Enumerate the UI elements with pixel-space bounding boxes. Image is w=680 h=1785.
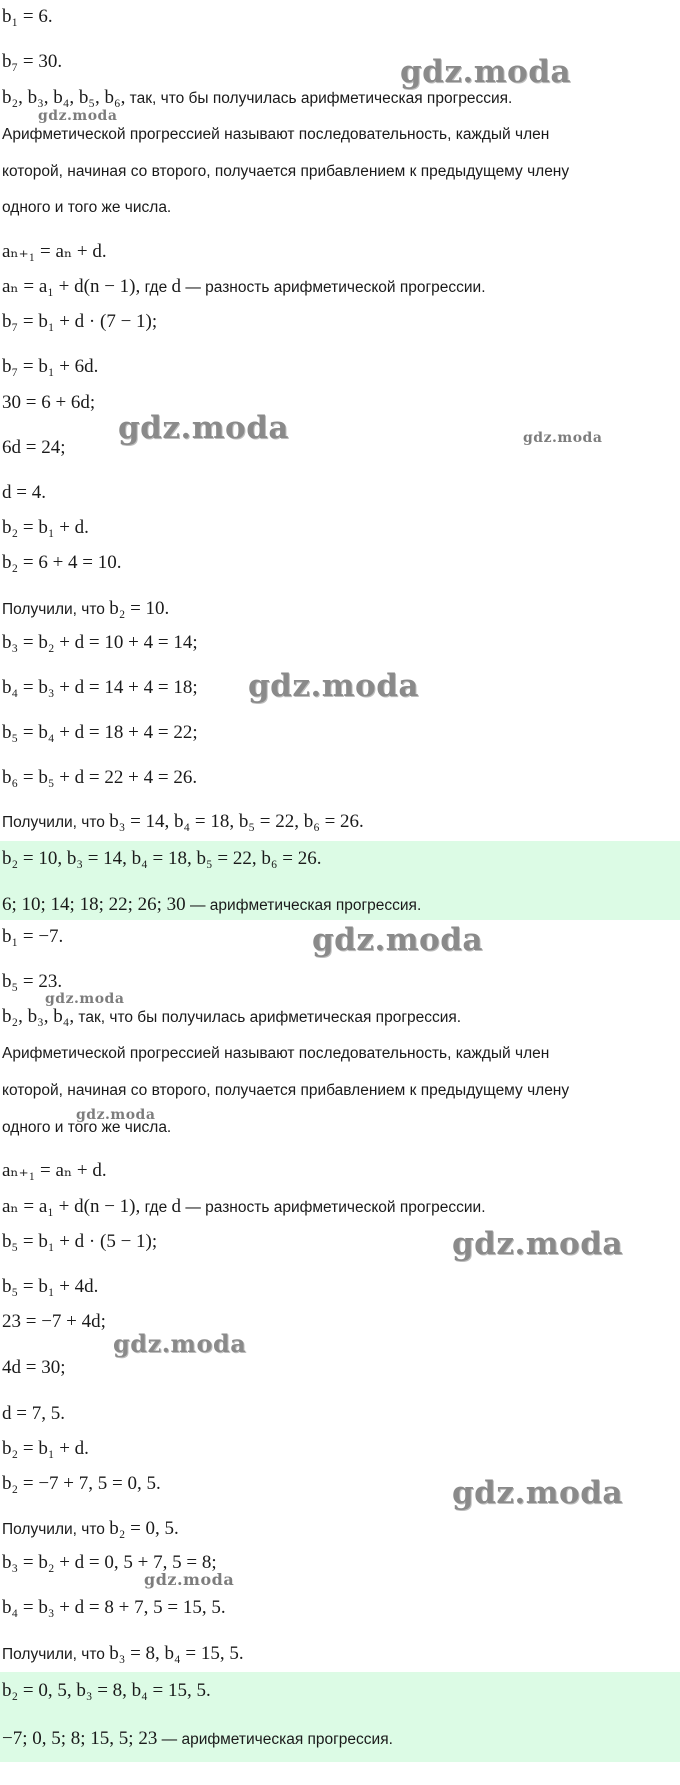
result-text: Получили, что <box>2 1646 110 1663</box>
answer-values: b₂ = 10, b₃ = 14, b₄ = 18, b₅ = 22, b₆ = 26. <box>2 848 322 869</box>
answer-sequence <box>0 1728 680 1751</box>
watermark-logo: gdz.moda <box>400 54 571 90</box>
formula: aₙ = a₁ + d(n − 1), <box>2 1196 141 1217</box>
result-line <box>0 598 680 621</box>
equation: 30 = 6 + 6d; <box>2 392 96 413</box>
watermark-logo: gdz.moda <box>144 1570 235 1589</box>
answer-sequence <box>0 894 680 917</box>
formula-d: d <box>171 1196 182 1217</box>
equation: b₄ = b₃ + d = 14 + 4 = 18; <box>2 677 198 698</box>
equation: b₂ = −7 + 7, 5 = 0, 5. <box>2 1473 161 1494</box>
task-statement <box>0 87 680 110</box>
equation: d = 4. <box>2 482 46 503</box>
equation: b₄ = b₃ + d = 8 + 7, 5 = 15, 5. <box>2 1597 226 1618</box>
equation: b₂ = b₁ + d. <box>2 517 89 538</box>
result-text: Получили, что <box>2 1521 110 1538</box>
formula: aₙ = a₁ + d(n − 1), <box>2 276 141 297</box>
watermark-logo: gdz.moda <box>118 410 289 446</box>
task-text: так, что бы получилась арифметическая прогрессия. <box>74 1009 462 1026</box>
result-line <box>0 811 680 834</box>
equation: b₃ = b₂ + d = 10 + 4 = 14; <box>2 632 198 653</box>
equation: b₅ = b₁ + 4d. <box>2 1276 99 1297</box>
formula-text: — разность арифметической прогрессии. <box>181 279 486 296</box>
given-b1: b₁ = 6. <box>2 6 53 27</box>
formula-text: где <box>140 1199 172 1216</box>
general-term-formula <box>0 276 680 299</box>
watermark-logo: gdz.moda <box>113 1329 247 1358</box>
definition-line-1: Арифметической прогрессией называют последовательность, каждый член <box>2 126 550 143</box>
watermark-logo: gdz.moda <box>452 1475 623 1511</box>
definition-line-3: одного и того же числа. <box>2 1119 172 1136</box>
watermark-logo: gdz.moda <box>312 922 483 958</box>
equation: b₂ = b₁ + d. <box>2 1438 89 1459</box>
result-line <box>0 1643 680 1666</box>
definition-line-2: которой, начиная со второго, получается прибавлением к предыдущему члену <box>2 1082 570 1099</box>
answer-sequence-text: — арифметическая прогрессия. <box>157 1731 393 1748</box>
result-math: b₃ = 8, b₄ = 15, 5. <box>109 1643 244 1664</box>
result-text: Получили, что <box>2 601 110 618</box>
formula-text: — разность арифметической прогрессии. <box>181 1199 486 1216</box>
watermark-logo: gdz.moda <box>452 1226 623 1262</box>
equation: b₆ = b₅ + d = 22 + 4 = 26. <box>2 767 198 788</box>
equation: b₂ = 6 + 4 = 10. <box>2 552 122 573</box>
recurrence-formula: aₙ₊₁ = aₙ + d. <box>2 1160 107 1181</box>
watermark-logo: gdz.moda <box>76 1107 156 1123</box>
watermark-logo: gdz.moda <box>248 668 419 704</box>
equation: 4d = 30; <box>2 1357 66 1378</box>
answer-sequence-math: 6; 10; 14; 18; 22; 26; 30 <box>2 894 186 915</box>
result-line <box>0 1518 680 1541</box>
task-statement <box>0 1006 680 1029</box>
formula-text: где <box>140 279 172 296</box>
result-math: b₃ = 14, b₄ = 18, b₅ = 22, b₆ = 26. <box>109 811 364 832</box>
equation: b₅ = b₄ + d = 18 + 4 = 22; <box>2 722 198 743</box>
definition-line-2: которой, начиная со второго, получается прибавлением к предыдущему члену <box>2 163 570 180</box>
definition-line-1: Арифметической прогрессией называют последовательность, каждый член <box>2 1045 550 1062</box>
task-terms: b₂, b₃, b₄, b₅, b₆, <box>2 87 126 108</box>
task-text: так, что бы получилась арифметическая прогрессия. <box>125 90 513 107</box>
watermark-logo: gdz.moda <box>45 991 125 1007</box>
watermark-logo: gdz.moda <box>523 430 603 446</box>
result-text: Получили, что <box>2 814 110 831</box>
equation: b₅ = b₁ + d · (5 − 1); <box>2 1231 158 1252</box>
result-math: b₂ = 10. <box>109 598 170 619</box>
task-terms: b₂, b₃, b₄, <box>2 1006 75 1027</box>
equation: b₃ = b₂ + d = 0, 5 + 7, 5 = 8; <box>2 1552 217 1573</box>
definition-line-3: одного и того же числа. <box>2 199 172 216</box>
equation: b₇ = b₁ + 6d. <box>2 356 99 377</box>
given-b7: b₇ = 30. <box>2 51 63 72</box>
answer-values: b₂ = 0, 5, b₃ = 8, b₄ = 15, 5. <box>2 1680 211 1701</box>
equation: d = 7, 5. <box>2 1403 65 1424</box>
recurrence-formula: aₙ₊₁ = aₙ + d. <box>2 241 107 262</box>
watermark-logo: gdz.moda <box>38 108 118 124</box>
answer-sequence-text: — арифметическая прогрессия. <box>185 897 422 914</box>
given-b1: b₁ = −7. <box>2 926 64 947</box>
equation: 6d = 24; <box>2 437 66 458</box>
formula-d: d <box>171 276 182 297</box>
answer-sequence-math: −7; 0, 5; 8; 15, 5; 23 <box>2 1728 158 1749</box>
equation: b₇ = b₁ + d · (7 − 1); <box>2 311 158 332</box>
given-b5: b₅ = 23. <box>2 971 63 992</box>
result-math: b₂ = 0, 5. <box>109 1518 179 1539</box>
equation: 23 = −7 + 4d; <box>2 1311 106 1332</box>
general-term-formula <box>0 1196 680 1219</box>
